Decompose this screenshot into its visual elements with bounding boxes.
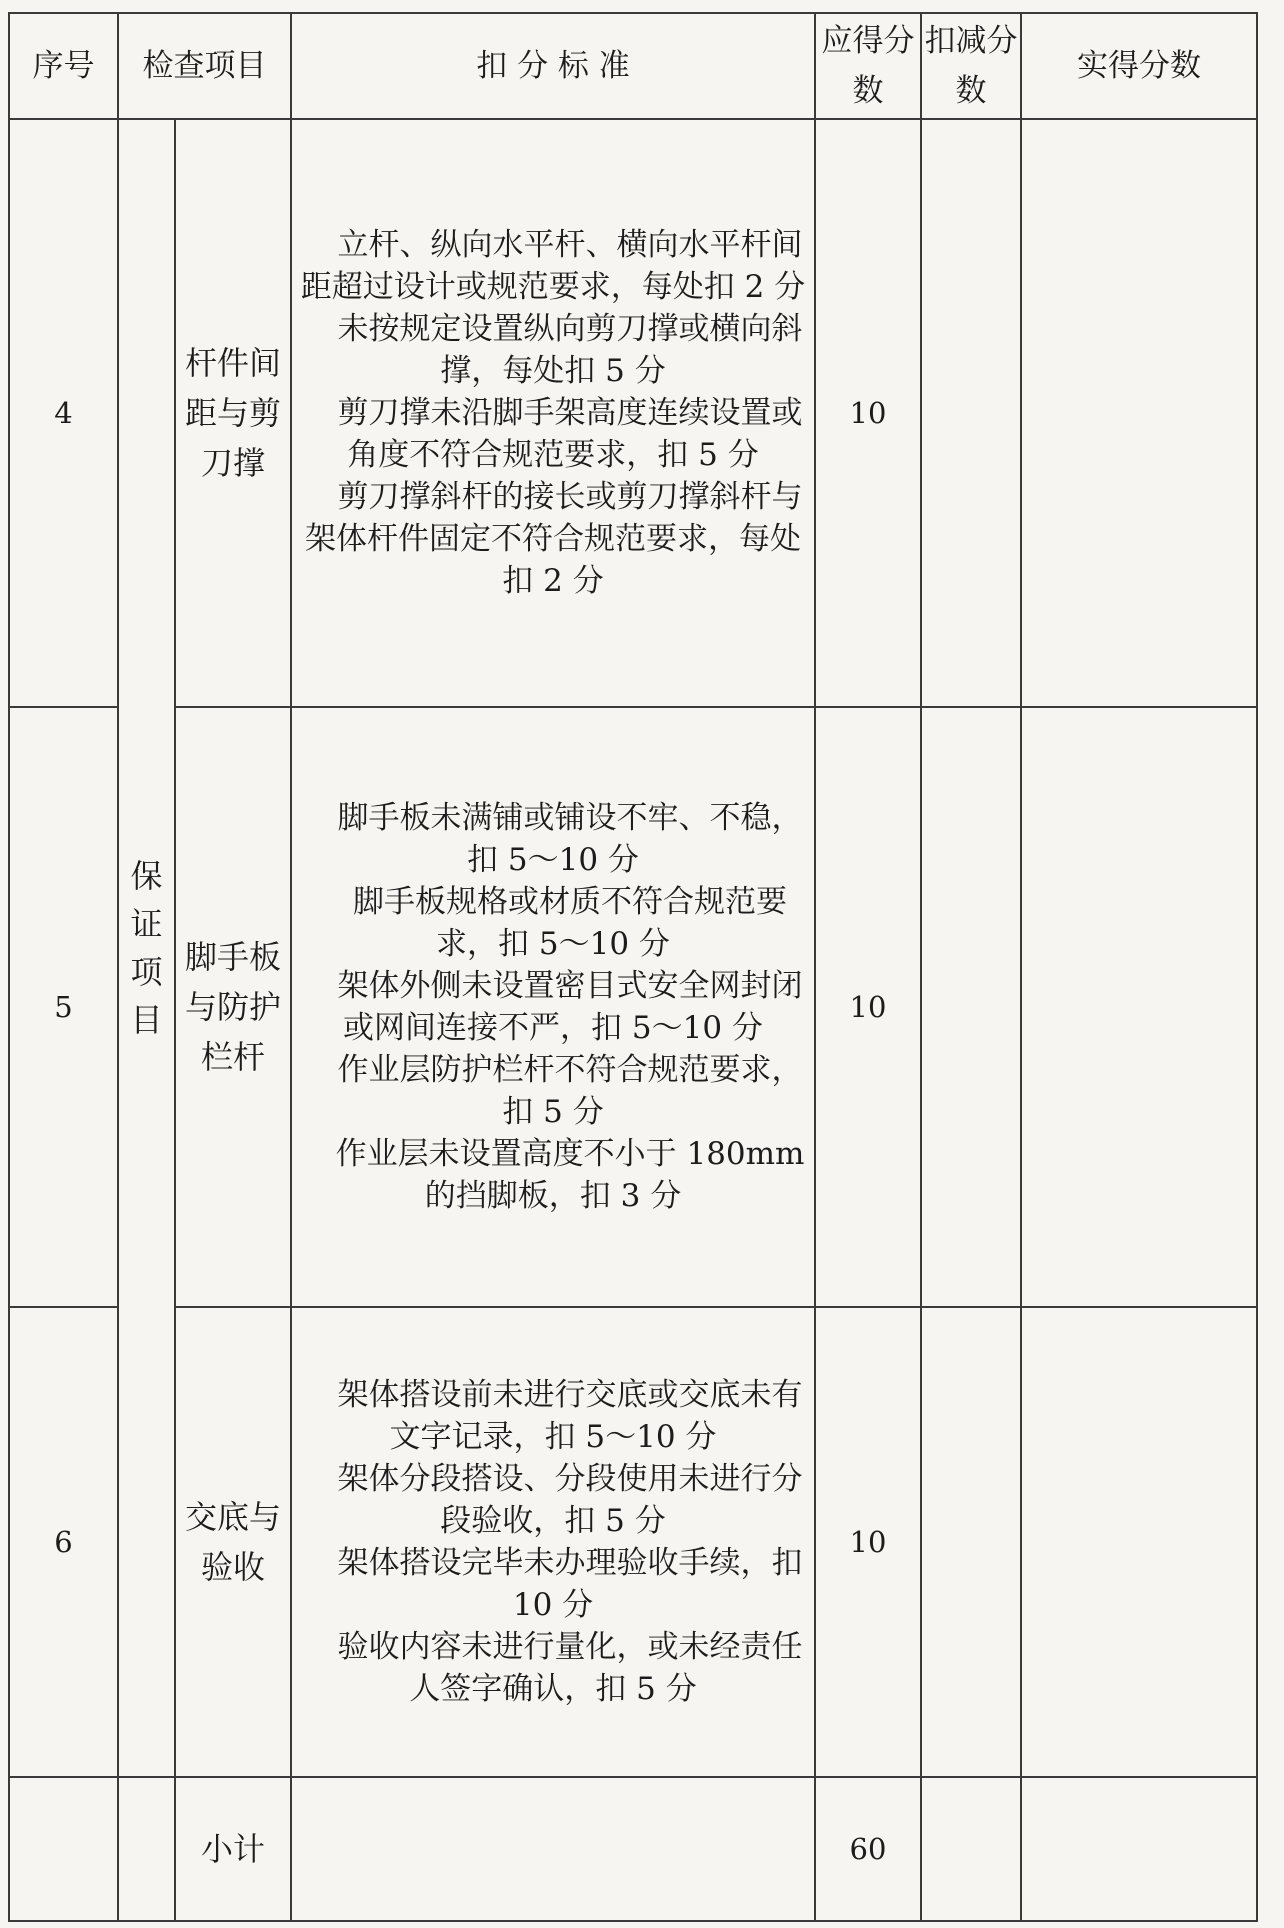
row-should-score: 10 (815, 1307, 921, 1777)
row-should-score: 10 (815, 707, 921, 1307)
header-seq: 序号 (9, 13, 118, 119)
subtotal-criteria (291, 1777, 815, 1921)
row-deduct-score (921, 119, 1021, 707)
header-row (9, 13, 1257, 119)
table-row (9, 119, 1257, 707)
row-item: 脚手板与防护栏杆 (175, 707, 291, 1307)
header-standard: 扣 分 标 准 (291, 13, 815, 119)
subtotal-actual (1021, 1777, 1257, 1921)
row-criteria (291, 119, 815, 707)
criterion: 剪刀撑未沿脚手架高度连续设置或角度不符合规范要求，扣 5 分 (337, 395, 803, 473)
header-should-score: 应得分数 (815, 13, 921, 119)
row-should-score: 10 (815, 119, 921, 707)
criterion: 作业层未设置高度不小于 180mm 的挡脚板，扣 3 分 (335, 1136, 805, 1214)
row-item: 杆件间距与剪刀撑 (175, 119, 291, 707)
table-row (9, 707, 1257, 1307)
criterion: 架体搭设完毕未办理验收手续，扣 10 分 (337, 1545, 803, 1623)
subtotal-category (118, 1777, 175, 1921)
row-actual-score (1021, 707, 1257, 1307)
row-deduct-score (921, 1307, 1021, 1777)
criterion: 架体分段搭设、分段使用未进行分段验收，扣 5 分 (337, 1461, 803, 1539)
row-seq: 4 (9, 119, 118, 707)
criterion: 立杆、纵向水平杆、横向水平杆间距超过设计或规范要求，每处扣 2 分 (300, 227, 806, 305)
criterion: 架体搭设前未进行交底或交底未有文字记录，扣 5～10 分 (337, 1377, 803, 1455)
header-item: 检查项目 (118, 13, 291, 119)
row-deduct-score (921, 707, 1021, 1307)
criterion: 架体外侧未设置密目式安全网封闭或网间连接不严，扣 5～10 分 (337, 968, 803, 1046)
header-deduct-score: 扣减分数 (921, 13, 1021, 119)
header-actual-score: 实得分数 (1021, 13, 1257, 119)
criterion: 作业层防护栏杆不符合规范要求，扣 5 分 (337, 1052, 803, 1130)
subtotal-deduct (921, 1777, 1021, 1921)
criterion: 剪刀撑斜杆的接长或剪刀撑斜杆与架体杆件固定不符合规范要求，每处扣 2 分 (305, 479, 803, 599)
row-criteria (291, 1307, 815, 1777)
table-row (9, 1307, 1257, 1777)
subtotal-score: 60 (815, 1777, 921, 1921)
row-actual-score (1021, 1307, 1257, 1777)
subtotal-row (9, 1777, 1257, 1921)
category-label: 保证项目 (118, 119, 175, 1777)
subtotal-label: 小计 (175, 1777, 291, 1921)
criterion: 脚手板未满铺或铺设不牢、不稳，扣 5～10 分 (337, 800, 803, 878)
criterion: 未按规定设置纵向剪刀撑或横向斜撑，每处扣 5 分 (337, 311, 803, 389)
row-seq: 6 (9, 1307, 118, 1777)
inspection-table (8, 12, 1258, 1922)
row-seq: 5 (9, 707, 118, 1307)
criterion: 验收内容未进行量化，或未经责任人签字确认，扣 5 分 (337, 1629, 803, 1707)
row-item: 交底与验收 (175, 1307, 291, 1777)
row-actual-score (1021, 119, 1257, 707)
criterion: 脚手板规格或材质不符合规范要求，扣 5～10 分 (353, 884, 788, 962)
row-criteria (291, 707, 815, 1307)
subtotal-seq (9, 1777, 118, 1921)
